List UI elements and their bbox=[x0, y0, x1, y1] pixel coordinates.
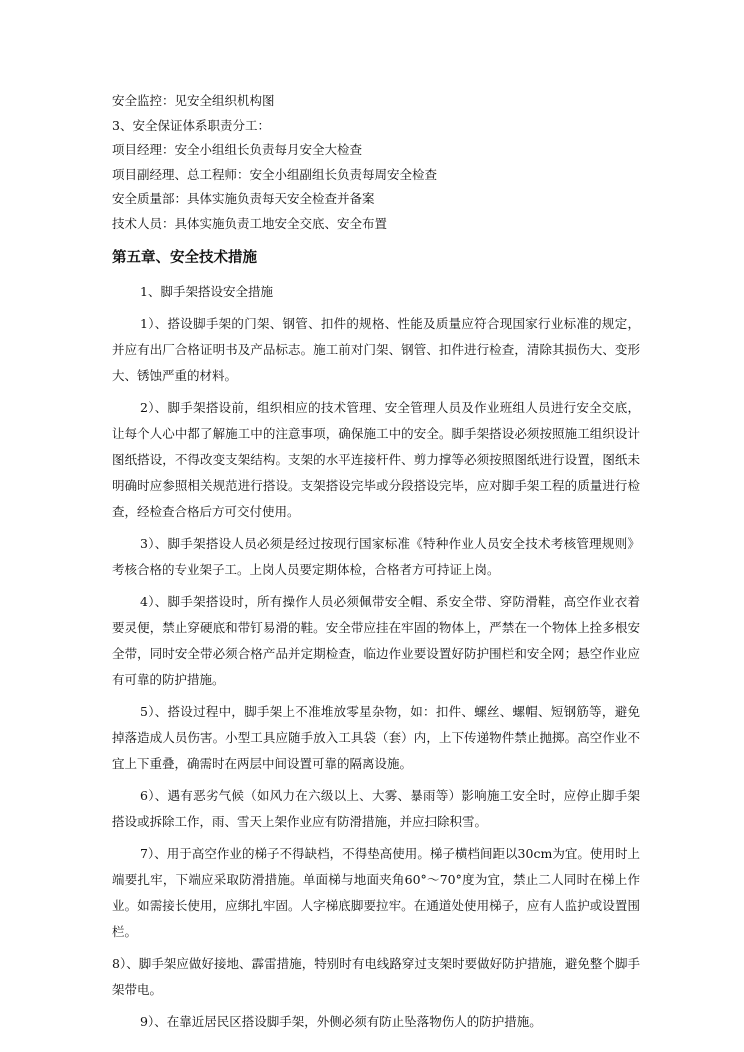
paragraph-8: 8）、脚手架应做好接地、霹雷措施，特别时有电线路穿过支架时要做好防护措施，避免整个脚手架带电。 bbox=[112, 955, 640, 997]
paragraph-3: 3）、脚手架搭设人员必须是经过按现行国家标准《特种作业人员安全技术考核管理规则》考核合格的专业架子工。上岗人员要定期体检，合格者方可持证上岗。 bbox=[112, 535, 640, 577]
document-body bbox=[112, 89, 640, 1035]
paragraph-7: 7）、用于高空作业的梯子不得缺档，不得垫高使用。梯子横档间距以30cm为宜。使用时上端要扎牢，下端应采取防滑措施。单面梯与地面夹角60°～70°度为宜，禁止二人同时在梯上作业。如需接长使用，应绑扎牢固。人字梯底脚要拉牢。在通道处使用梯子，应有人监护或设置围栏。 bbox=[112, 845, 640, 939]
paragraph-6: 6）、遇有恶劣气候（如风力在六级以上、大雾、暴雨等）影响施工安全时，应停止脚手架搭设或拆除工作，雨、雪天上架作业应有防滑措施，并应扫除积雪。 bbox=[112, 787, 640, 829]
safety-monitoring-line: 安全监控：见安全组织机构图 bbox=[112, 93, 275, 108]
technical-staff-line: 技术人员：具体实施负责工地安全交底、安全布置 bbox=[112, 215, 388, 231]
paragraph-2: 2）、脚手架搭设前，组织相应的技术管理、安全管理人员及作业班组人员进行安全交底，让每个人心中都了解施工中的注意事项，确保施工中的安全。脚手架搭设必须按照施工组织设计图纸搭设，不得改变支架结构。支架的水平连接杆件、剪力撑等必须按照图纸进行设置，图纸未明确时应参照相关规范进行搭设。支架搭设完毕或分段搭设完毕，应对脚手架工程的质量进行检查，经检查合格后方可交付使用。 bbox=[112, 399, 640, 519]
deputy-manager-line: 项目副经理、总工程师：安全小组副组长负责每周安全检查 bbox=[112, 166, 438, 182]
chapter-title: 第五章、安全技术措施 bbox=[112, 248, 257, 266]
paragraph-5: 5）、搭设过程中，脚手架上不准堆放零星杂物，如：扣件、螺丝、螺帽、短钢筋等，避免掉落造成人员伤害。小型工具应随手放入工具袋（套）内，上下传递物件禁止抛掷。高空作业不宜上下重叠，确需时在两层中间设置可靠的隔离设施。 bbox=[112, 703, 640, 771]
paragraph-9: 9）、在靠近居民区搭设脚手架，外侧必须有防止坠落物伤人的防护措施。 bbox=[140, 1013, 542, 1029]
paragraph-1: 1）、搭设脚手架的门架、钢管、扣件的规格、性能及质量应符合现国家行业标准的规定，并应有出厂合格证明书及产品标志。施工前对门架、钢管、扣件进行检查，清除其损伤大、变形大、锈蚀严重的材料。 bbox=[112, 315, 640, 383]
paragraph-4: 4）、脚手架搭设时，所有操作人员必须佩带安全帽、系安全带、穿防滑鞋，高空作业衣着要灵便，禁止穿硬底和带钉易滑的鞋。安全带应挂在牢固的物体上，严禁在一个物体上拴多根安全带，同时安全带必须合格产品并定期检查，临边作业要设置好防护围栏和安全网；悬空作业应有可靠的防护措施。 bbox=[112, 593, 640, 687]
quality-dept-line: 安全质量部：具体实施负责每天安全检查并备案 bbox=[112, 191, 375, 207]
responsibility-heading-line: 3、安全保证体系职责分工： bbox=[112, 117, 270, 133]
project-manager-line: 项目经理：安全小组组长负责每月安全大检查 bbox=[112, 142, 363, 158]
section-title: 1、脚手架搭设安全措施 bbox=[140, 283, 273, 299]
